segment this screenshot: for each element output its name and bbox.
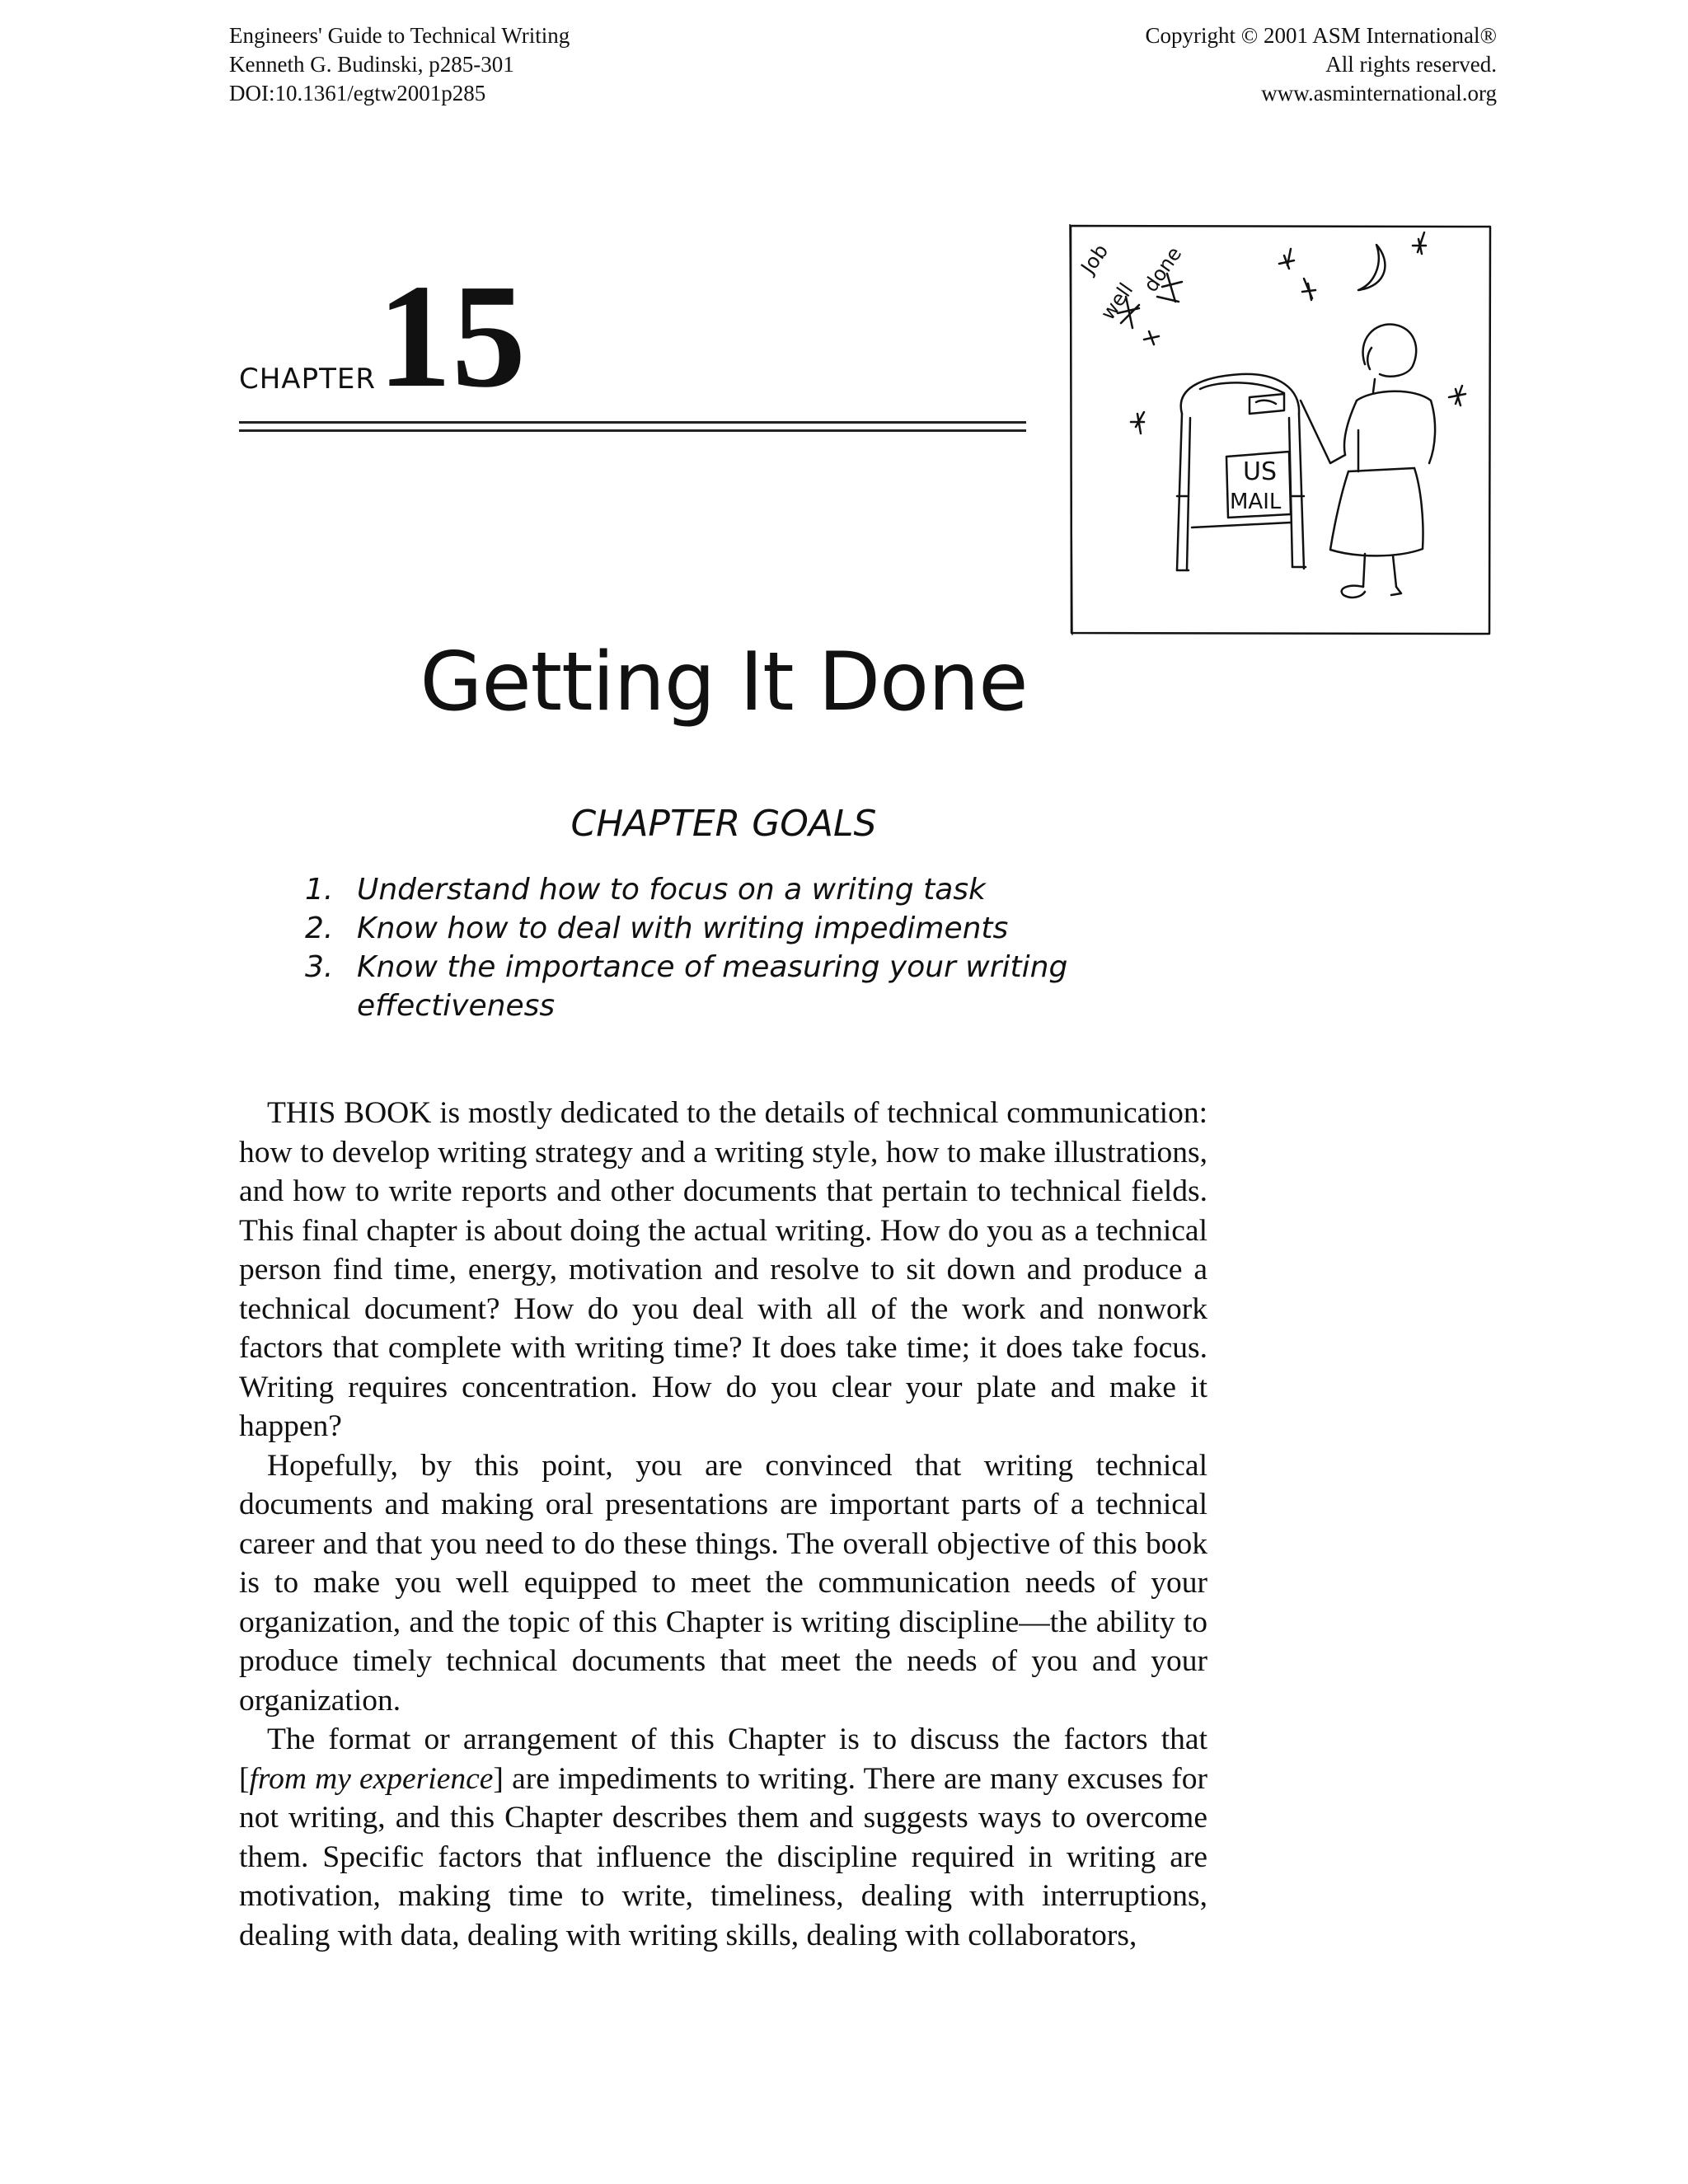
goal-item [297, 870, 1088, 909]
paragraph-3-start: The format or arrangement of this Chapter is to discuss the factors that [ [239, 1722, 1207, 1796]
body-paragraph-1: THIS BOOK is mostly dedicated to the details of technical communication: how to develop writing strategy and a writing style, how to make illustrations, and how to write reports and other documents that pertain to technical fields. This final chapter is about doing the actual writing. How do you as a technical person find time, energy, motivation and resolve to sit down and produce a technical document? How do you deal with all of the work and nonwork factors that complete with writing time? It does take time; it does take focus. Writing requires concentration. How do you clear your plate and make it happen? [239, 1096, 1207, 1443]
chapter-label: CHAPTER [239, 363, 376, 396]
chapter-number: 15 [377, 254, 526, 418]
header-copyright: Copyright © 2001 ASM International® [1145, 23, 1497, 48]
header-website: www.asminternational.org [1261, 81, 1497, 105]
goal-item [297, 909, 1088, 948]
header-book-title: Engineers' Guide to Technical Writing [229, 23, 570, 48]
goal-text: Know how to deal with writing impediments [357, 912, 1009, 945]
body-text [239, 1094, 1207, 1955]
mailbox-icon [1177, 374, 1306, 570]
paragraph-3-end: ] are impediments to writing. There are many excuses for not writing, and this Chapter describes them and suggests ways to overcome them. Specific factors that influence the discipline required in writing are motivation, making time to write, timeliness, dealing with interruptions, dealing with data, dealing with writing skills, dealing with collaborators, [239, 1761, 1207, 1952]
handwritten-well-text: well [1095, 279, 1138, 325]
header-rights: All rights reserved. [1325, 52, 1497, 77]
mailbox-us-text: US [1243, 457, 1278, 486]
woman-posting-letter-illustration [1068, 224, 1492, 636]
header-left [229, 21, 570, 108]
woman-figure-icon [1301, 325, 1435, 598]
chapter-goals-list [297, 870, 1088, 1025]
chapter-rule-top [239, 421, 1026, 424]
goal-number: 3. [305, 950, 334, 984]
body-paragraph-2: Hopefully, by this point, you are convinced that writing technical documents and making oral presentations are important parts of a technical career and that you need to do these things. The overall objective of this book is to make you well equipped to meet the communication needs of your organization, and the topic of this Chapter is writing discipline—the ability to produce timely technical documents that meet the needs of you and your organization. [239, 1448, 1207, 1718]
chapter-title: Getting It Done [420, 635, 1028, 729]
goal-number: 1. [305, 873, 334, 907]
goal-number: 2. [305, 912, 334, 945]
header-author-pages: Kenneth G. Budinski, p285-301 [229, 52, 514, 77]
mailbox-mail-text: MAIL [1230, 490, 1282, 514]
chapter-rule-bottom [239, 429, 1026, 432]
header-right [1145, 21, 1497, 108]
goal-item [297, 948, 1088, 1025]
paragraph-3-italic: from my experience [249, 1761, 494, 1796]
chapter-goals-heading: CHAPTER GOALS [570, 803, 877, 845]
handwritten-job-text: Job [1076, 240, 1114, 279]
goal-text: Know the importance of measuring your writing effectiveness [357, 950, 1068, 1023]
body-paragraph-3 [239, 1720, 1207, 1955]
header-doi: DOI:10.1361/egtw2001p285 [229, 81, 486, 105]
handwritten-done-text: done [1138, 242, 1187, 297]
moon-icon [1358, 245, 1385, 290]
goal-text: Understand how to focus on a writing task [357, 873, 986, 907]
